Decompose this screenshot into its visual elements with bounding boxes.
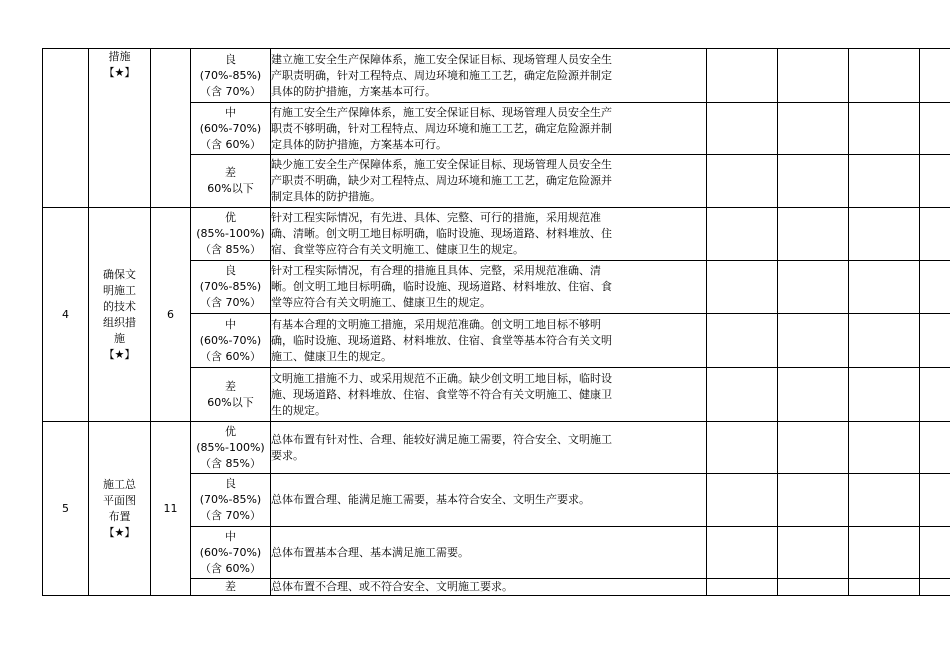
- item-score-cell: [151, 208, 191, 422]
- score-entry-cell: [707, 314, 778, 368]
- score-entry-cell: [707, 49, 778, 103]
- score-entry-cell: [707, 474, 778, 527]
- score-entry-cell: [920, 49, 950, 103]
- grade-cell: [191, 103, 271, 155]
- criteria-cell: [271, 103, 707, 155]
- score-entry-cell: [778, 368, 849, 422]
- item-score: 6: [167, 307, 174, 321]
- criteria-line: 晰。创文明工地目标明确，临时设施、现场道路、材料堆放、住宿、食: [271, 280, 612, 293]
- score-entry-cell: [849, 261, 920, 314]
- score-entry-cell: [849, 368, 920, 422]
- score-entry-cell: [849, 474, 920, 527]
- criteria-line: 有基本合理的文明施工措施，采用规范准确。创文明工地目标不够明: [271, 317, 601, 331]
- score-entry-cell: [778, 208, 849, 261]
- criteria-cell: [271, 49, 707, 103]
- criteria-line: 总体布置基本合理、基本满足施工需要。: [271, 545, 469, 559]
- grade-label-line: （含 70%）: [200, 84, 261, 98]
- grade-label-line: (70%-85%): [199, 68, 262, 82]
- grade-cell: [191, 155, 271, 208]
- grade-label-line: 良: [225, 52, 236, 66]
- grade-label-line: 良: [225, 477, 236, 490]
- item-number-cell: [43, 49, 89, 208]
- grade-label-line: 60%以下: [207, 395, 254, 409]
- item-name-cell: [89, 49, 151, 208]
- item-name-line: 确保文: [103, 267, 136, 281]
- item-name-line: 施: [114, 331, 125, 345]
- grade-label-line: （含 60%）: [200, 561, 261, 575]
- score-entry-cell: [778, 103, 849, 155]
- criteria-cell: [271, 579, 707, 596]
- score-entry-cell: [849, 103, 920, 155]
- score-entry-cell: [778, 49, 849, 103]
- criteria-line: 堂等应符合有关文明施工、健康卫生的规定。: [271, 296, 491, 309]
- grade-cell: [191, 527, 271, 579]
- criteria-cell: [271, 422, 707, 474]
- grade-label-line: （含 70%）: [200, 296, 261, 309]
- item-score: 11: [163, 501, 178, 515]
- score-entry-cell: [920, 527, 950, 579]
- item-score-cell: [151, 422, 191, 596]
- item-number-cell: [43, 208, 89, 422]
- table-row: [43, 208, 950, 261]
- score-entry-cell: [778, 474, 849, 527]
- grade-label-line: 中: [225, 105, 236, 119]
- grade-label-line: (85%-100%): [196, 227, 265, 240]
- criteria-line: 建立施工安全生产保障体系，施工安全保证目标、现场管理人员安全生: [271, 52, 612, 66]
- score-entry-cell: [778, 527, 849, 579]
- grade-cell: [191, 368, 271, 422]
- item-name-line: 【★】: [103, 347, 136, 361]
- grade-cell: [191, 49, 271, 103]
- grade-label-line: 60%以下: [207, 182, 254, 195]
- item-name-line: 布置: [108, 509, 131, 523]
- grade-label-line: 中: [225, 529, 236, 543]
- criteria-cell: [271, 155, 707, 208]
- score-entry-cell: [920, 103, 950, 155]
- score-entry-cell: [920, 314, 950, 368]
- score-entry-cell: [778, 422, 849, 474]
- score-entry-cell: [707, 527, 778, 579]
- grade-label-line: 优: [225, 424, 236, 438]
- criteria-cell: [271, 527, 707, 579]
- grade-label-line: 差: [225, 379, 236, 393]
- item-name-line: 组织措: [103, 315, 136, 329]
- criteria-line: 制定具体的防护措施。: [271, 190, 381, 203]
- table-row: [43, 49, 950, 103]
- criteria-line: 缺少施工安全生产保障体系，施工安全保证目标、现场管理人员安全生: [271, 158, 612, 171]
- grade-label-line: 优: [225, 211, 236, 224]
- item-number: 4: [62, 307, 69, 321]
- score-entry-cell: [849, 208, 920, 261]
- grade-label-line: (60%-70%): [199, 333, 262, 347]
- grade-label-line: (85%-100%): [196, 440, 265, 454]
- grade-label-line: (60%-70%): [199, 545, 262, 559]
- criteria-line: 产职责明确，针对工程特点、周边环境和施工工艺，确定危险源并制定: [271, 68, 612, 82]
- item-number: 5: [62, 501, 69, 515]
- grade-cell: [191, 314, 271, 368]
- criteria-line: 确，临时设施、现场道路、材料堆放、住宿、食堂等基本符合有关文明: [271, 333, 612, 347]
- score-entry-cell: [778, 261, 849, 314]
- grade-label-line: 差: [225, 166, 236, 179]
- score-entry-cell: [778, 579, 849, 596]
- item-name-cell: [89, 422, 151, 596]
- criteria-cell: [271, 314, 707, 368]
- score-entry-cell: [920, 579, 950, 596]
- score-entry-cell: [707, 368, 778, 422]
- criteria-line: 总体布置不合理、或不符合安全、文明施工要求。: [271, 580, 513, 593]
- score-entry-cell: [920, 155, 950, 208]
- score-entry-cell: [707, 155, 778, 208]
- score-entry-cell: [920, 368, 950, 422]
- criteria-line: 生的规定。: [271, 403, 326, 417]
- criteria-line: 宿、食堂等应符合有关文明施工、健康卫生的规定。: [271, 243, 524, 256]
- grade-cell: [191, 261, 271, 314]
- score-entry-cell: [849, 527, 920, 579]
- scoring-table: [42, 48, 950, 596]
- grade-label-line: 差: [225, 580, 236, 593]
- criteria-line: 总体布置合理、能满足施工需要，基本符合安全、文明生产要求。: [271, 493, 590, 506]
- criteria-line: 具体的防护措施，方案基本可行。: [271, 84, 436, 98]
- item-name-line: 平面图: [103, 493, 136, 507]
- criteria-line: 职责不够明确，针对工程特点、周边环境和施工工艺，确定危险源并制: [271, 121, 612, 135]
- score-entry-cell: [920, 422, 950, 474]
- criteria-cell: [271, 208, 707, 261]
- grade-label-line: （含 70%）: [200, 509, 261, 522]
- criteria-cell: [271, 368, 707, 422]
- grade-label-line: 中: [225, 317, 236, 331]
- score-entry-cell: [778, 155, 849, 208]
- score-entry-cell: [707, 261, 778, 314]
- grade-cell: [191, 474, 271, 527]
- criteria-line: 施、现场道路、材料堆放、住宿、食堂等不符合有关文明施工、健康卫: [271, 387, 612, 401]
- criteria-line: 产职责不明确，缺少对工程特点、周边环境和施工工艺，确定危险源并: [271, 174, 612, 187]
- score-entry-cell: [707, 422, 778, 474]
- criteria-line: 有施工安全生产保障体系，施工安全保证目标、现场管理人员安全生产: [271, 105, 612, 119]
- criteria-line: 总体布置有针对性、合理、能较好满足施工需要，符合安全、文明施工: [271, 432, 612, 446]
- score-entry-cell: [849, 155, 920, 208]
- item-name-line: 的技术: [103, 299, 136, 313]
- criteria-cell: [271, 261, 707, 314]
- score-entry-cell: [778, 314, 849, 368]
- score-entry-cell: [849, 49, 920, 103]
- criteria-cell: [271, 474, 707, 527]
- item-name-line: 明施工: [103, 283, 136, 297]
- score-entry-cell: [849, 422, 920, 474]
- criteria-line: 确、清晰。创文明工地目标明确，临时设施、现场道路、材料堆放、住: [271, 227, 612, 240]
- criteria-line: 定具体的防护措施，方案基本可行。: [271, 137, 447, 151]
- grade-label-line: （含 60%）: [200, 349, 261, 363]
- grade-label-line: (60%-70%): [199, 121, 262, 135]
- grade-label-line: （含 85%）: [200, 456, 261, 470]
- item-name-line: 措施: [108, 50, 131, 63]
- table-row: [43, 422, 950, 474]
- score-entry-cell: [920, 208, 950, 261]
- grade-label-line: (70%-85%): [199, 493, 262, 506]
- criteria-line: 文明施工措施不力、或采用规范不正确。缺少创文明工地目标，临时设: [271, 371, 612, 385]
- item-number-cell: [43, 422, 89, 596]
- item-name-cell: [89, 208, 151, 422]
- score-entry-cell: [920, 474, 950, 527]
- grade-label-line: （含 85%）: [200, 243, 261, 256]
- criteria-line: 针对工程实际情况，有合理的措施且具体、完整，采用规范准确、清: [271, 264, 601, 277]
- grade-cell: [191, 422, 271, 474]
- item-name-line: 【★】: [103, 525, 136, 539]
- grade-label-line: 良: [225, 264, 236, 277]
- score-entry-cell: [920, 261, 950, 314]
- item-name-line: 施工总: [103, 477, 136, 491]
- grade-cell: [191, 579, 271, 596]
- score-entry-cell: [849, 579, 920, 596]
- item-score-cell: [151, 49, 191, 208]
- score-entry-cell: [707, 103, 778, 155]
- grade-label-line: (70%-85%): [199, 280, 262, 293]
- grade-cell: [191, 208, 271, 261]
- criteria-line: 施工、健康卫生的规定。: [271, 349, 392, 363]
- item-name-line: 【★】: [103, 66, 136, 79]
- criteria-line: 要求。: [271, 448, 304, 462]
- score-entry-cell: [707, 208, 778, 261]
- score-entry-cell: [707, 579, 778, 596]
- grade-label-line: （含 60%）: [200, 137, 261, 151]
- score-entry-cell: [849, 314, 920, 368]
- criteria-line: 针对工程实际情况，有先进、具体、完整、可行的措施，采用规范准: [271, 211, 601, 224]
